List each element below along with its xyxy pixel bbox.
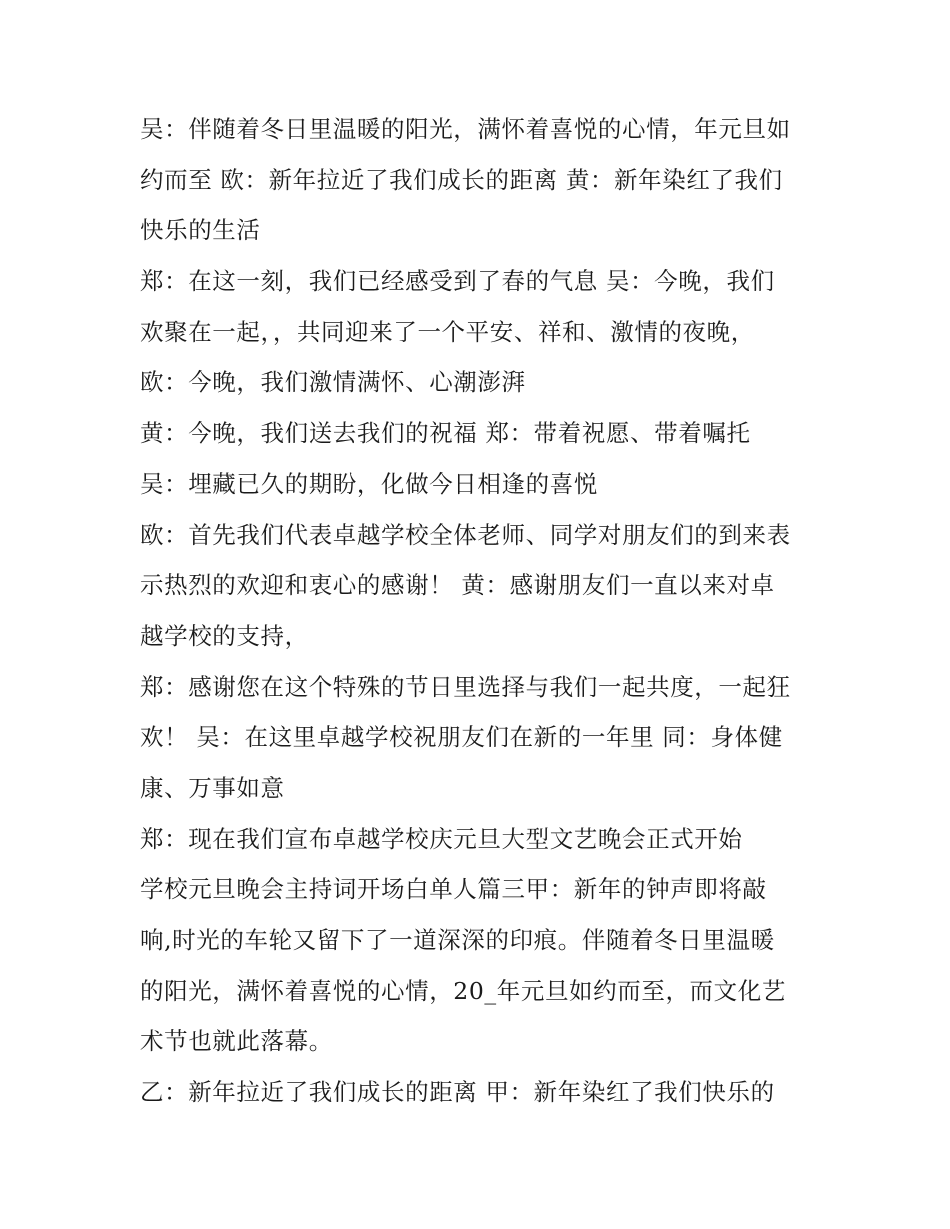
text-line: 欧：今晚，我们激情满怀、心潮澎湃	[140, 368, 526, 397]
text-line: 吴：埋藏已久的期盼，化做今日相逢的喜悦	[140, 469, 598, 498]
text-line: 吴：伴随着冬日里温暖的阳光，满怀着喜悦的心情，年元旦如	[140, 115, 791, 143]
text-line: 郑：现在我们宣布卓越学校庆元旦大型文艺晚会正式开始	[140, 824, 743, 853]
text-line: 快乐的生活	[140, 216, 261, 245]
text-line: 欧：首先我们代表卓越学校全体老师、同学对朋友们的到来表	[140, 520, 791, 549]
text-line: 康、万事如意	[140, 773, 285, 802]
document-body	[140, 112, 791, 1126]
text-line: 郑：在这一刻，我们已经感受到了春的气息 吴：今晚，我们	[140, 267, 775, 296]
text-line: 约而至 欧：新年拉近了我们成长的距离 黄：新年染红了我们	[140, 165, 783, 194]
text-line: 响,时光的车轮又留下了一道深深的印痕。伴随着冬日里温暖	[140, 926, 775, 954]
text-line: 欢聚在一起，，共同迎来了一个平安、祥和、激情的夜晚，	[140, 317, 755, 346]
text-line: 学校元旦晚会主持词开场白单人篇三甲：新年的钟声即将敲	[140, 875, 767, 904]
text-line: 郑：感谢您在这个特殊的节日里选择与我们一起共度，一起狂	[140, 672, 791, 701]
text-line: 越学校的支持，	[140, 621, 309, 650]
text-line: 术节也就此落幕。	[140, 1027, 333, 1056]
text-line: 乙：新年拉近了我们成长的距离 甲：新年染红了我们快乐的	[140, 1078, 775, 1107]
text-line: 欢！ 吴：在这里卓越学校祝朋友们在新的一年里 同：身体健	[140, 723, 783, 752]
text-line: 的阳光，满怀着喜悦的心情，20_年元旦如约而至，而文化艺	[140, 976, 786, 1005]
text-line: 黄：今晚，我们送去我们的祝福 郑：带着祝愿、带着嘱托	[140, 419, 751, 448]
text-line: 示热烈的欢迎和衷心的感谢！ 黄：感谢朋友们一直以来对卓	[140, 571, 775, 600]
